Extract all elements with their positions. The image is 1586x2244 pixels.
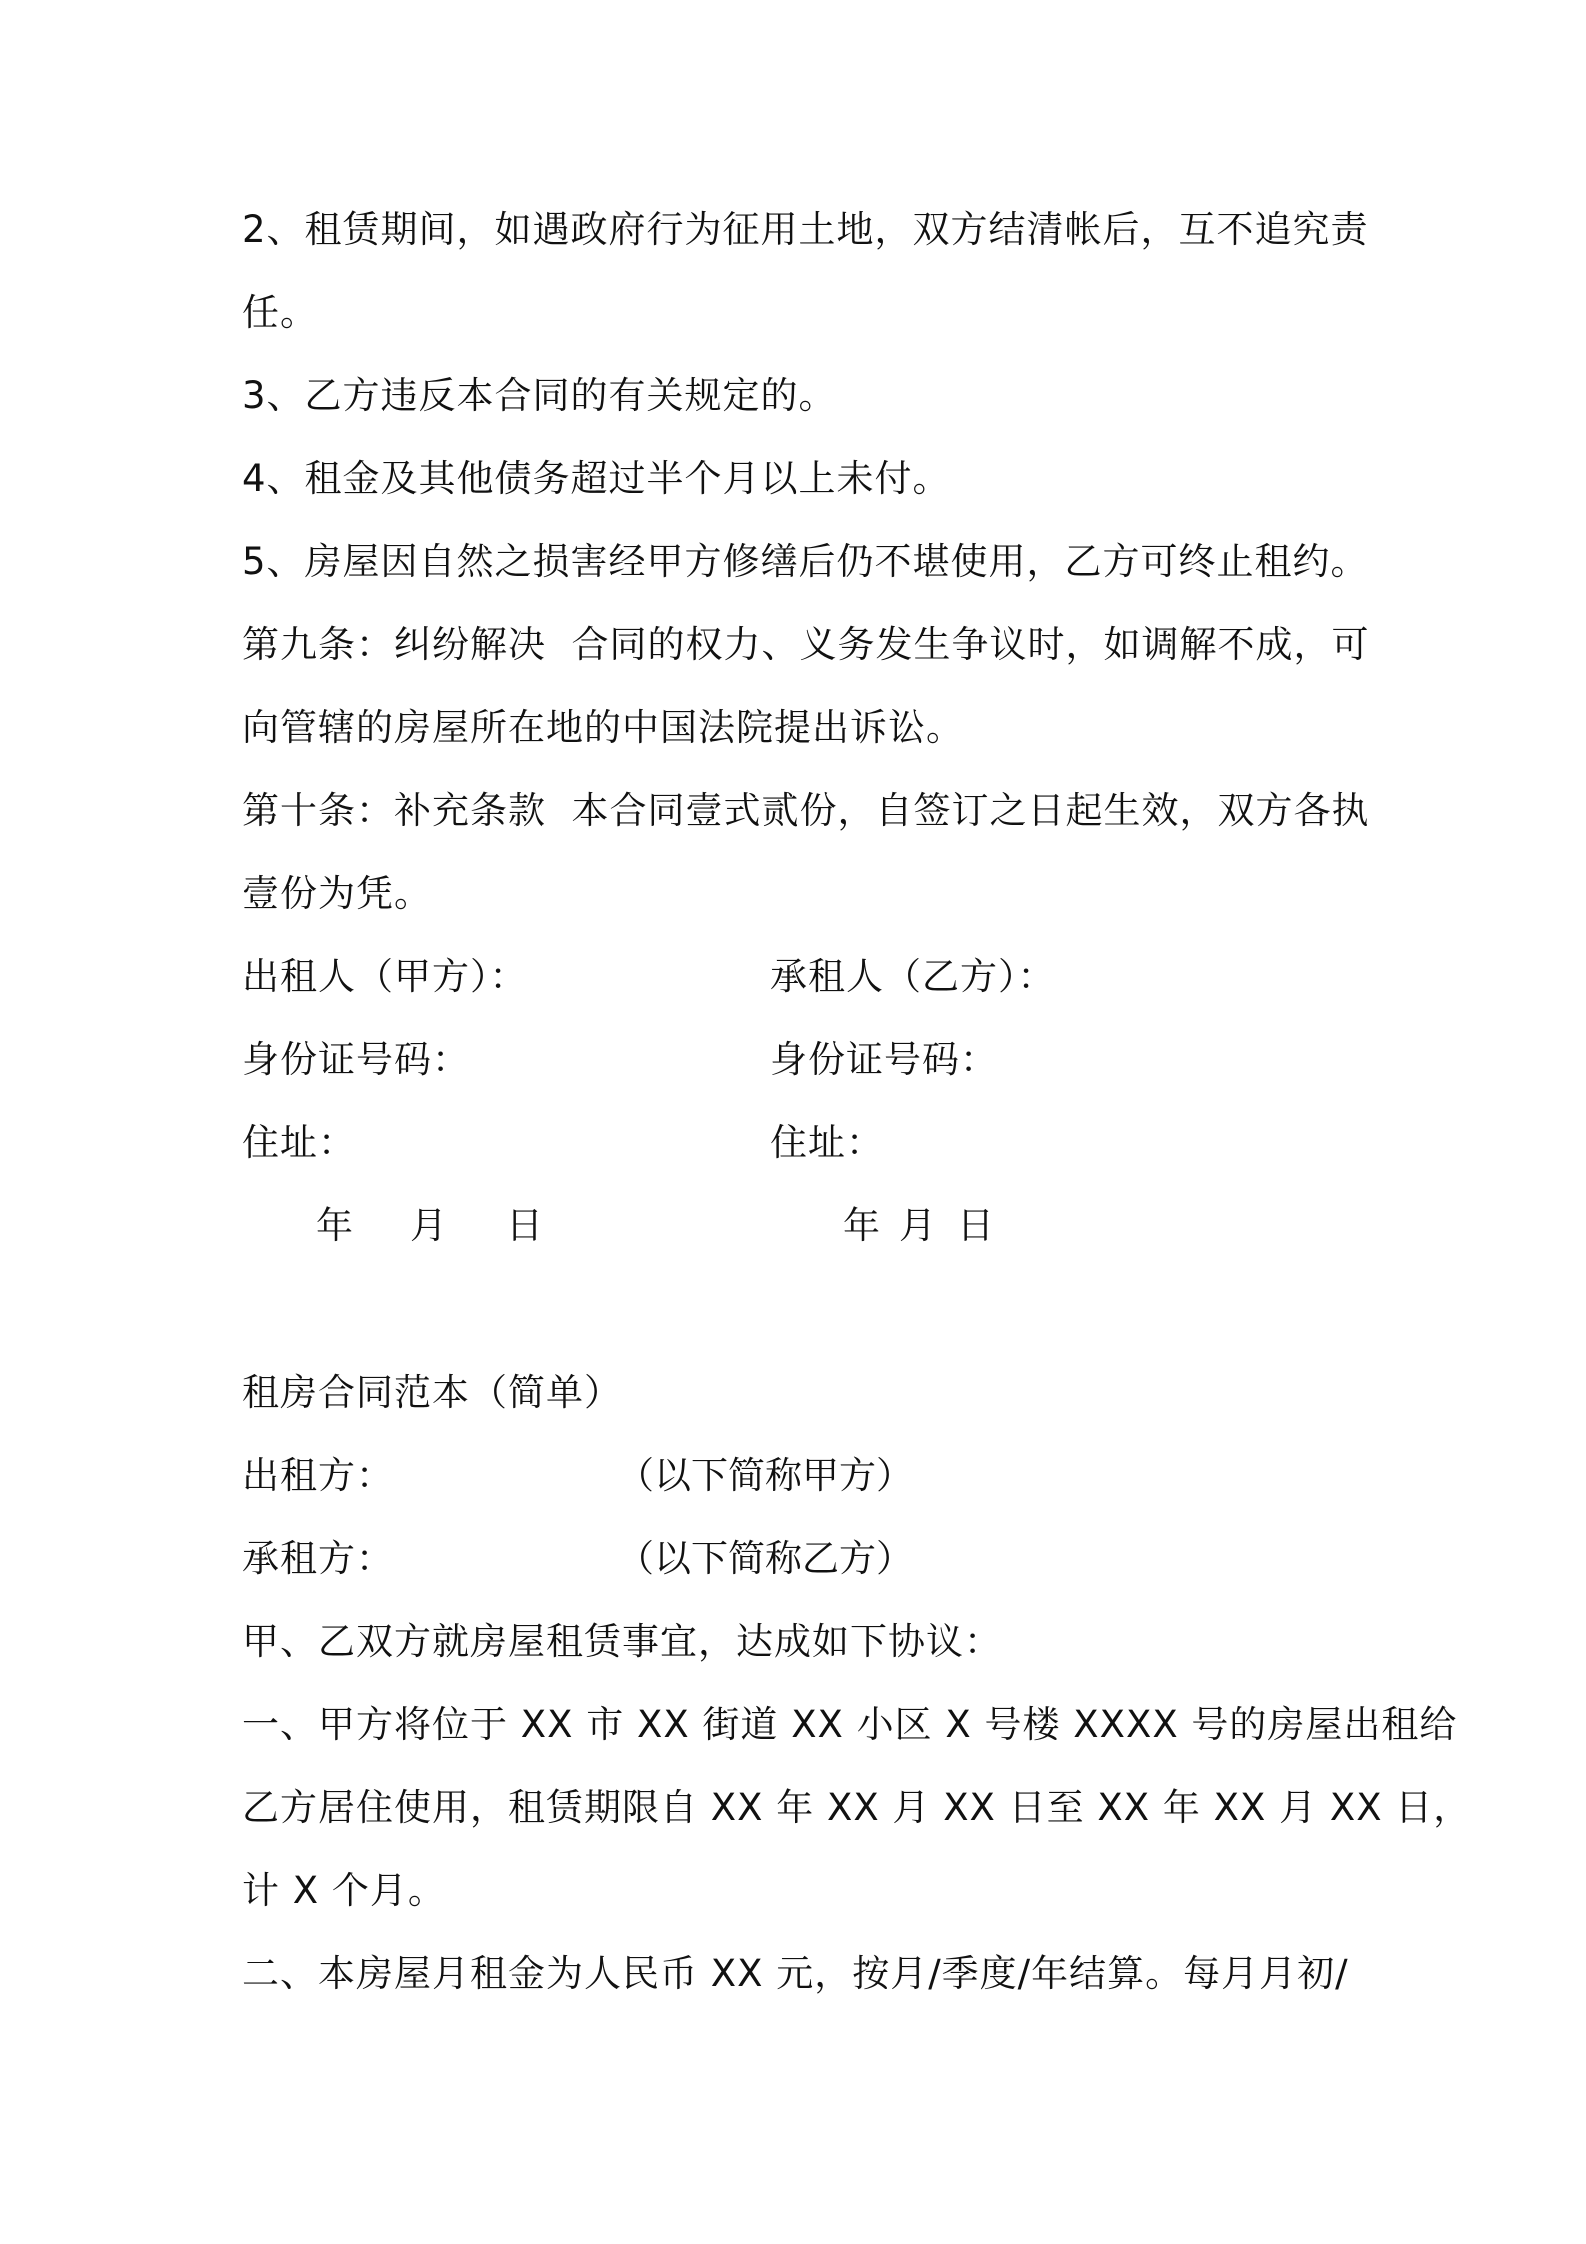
party-a-suffix: （以下简称甲方） — [617, 1454, 913, 1497]
date-month: 月 — [410, 1204, 447, 1247]
date-year: 年 — [316, 1204, 353, 1247]
article-10-line: 第十条：补充条款 本合同壹式贰份，自签订之日起生效，双方各执 — [242, 789, 1370, 832]
article-10-line: 壹份为凭。 — [242, 872, 432, 915]
agreement-intro: 甲、乙双方就房屋租赁事宜，达成如下协议： — [242, 1620, 1002, 1663]
lessor-id-label: 身份证号码： — [242, 1038, 470, 1081]
lessor-label: 出租人（甲方）： — [242, 955, 528, 998]
lessee-id-label: 身份证号码： — [770, 1038, 998, 1081]
clause-line: 4、租金及其他债务超过半个月以上未付。 — [242, 457, 951, 500]
party-a-label: 出租方： — [242, 1454, 394, 1497]
clause-2-line: 二、本房屋月租金为人民币 XX 元，按月/季度/年结算。每月月初/ — [242, 1952, 1349, 1995]
clause-1-line: 一、甲方将位于 XX 市 XX 街道 XX 小区 X 号楼 XXXX 号的房屋出租给 — [242, 1703, 1458, 1746]
article-9-line: 第九条：纠纷解决 合同的权力、义务发生争议时，如调解不成，可 — [242, 623, 1370, 666]
clause-line: 5、房屋因自然之损害经甲方修缮后仍不堪使用，乙方可终止租约。 — [242, 540, 1369, 583]
date-month: 月 — [899, 1204, 936, 1247]
clause-line: 2、租赁期间，如遇政府行为征用土地，双方结清帐后，互不追究责 — [242, 208, 1369, 251]
clause-line: 任。 — [242, 291, 318, 334]
clause-1-line: 计 X 个月。 — [242, 1869, 446, 1912]
lessee-address-label: 住址： — [770, 1121, 884, 1164]
party-b-suffix: （以下简称乙方） — [617, 1537, 913, 1580]
clause-1-line: 乙方居住使用，租赁期限自 XX 年 XX 月 XX 日至 XX 年 XX 月 XX 日， — [242, 1786, 1472, 1829]
lessor-address-label: 住址： — [242, 1121, 356, 1164]
lessee-label: 承租人（乙方）： — [770, 955, 1056, 998]
date-day: 日 — [957, 1204, 994, 1247]
date-day: 日 — [506, 1204, 543, 1247]
party-b-label: 承租方： — [242, 1537, 394, 1580]
contract-title: 租房合同范本（简单） — [242, 1371, 622, 1414]
clause-line: 3、乙方违反本合同的有关规定的。 — [242, 374, 837, 417]
date-year: 年 — [843, 1204, 880, 1247]
article-9-line: 向管辖的房屋所在地的中国法院提出诉讼。 — [242, 706, 964, 749]
